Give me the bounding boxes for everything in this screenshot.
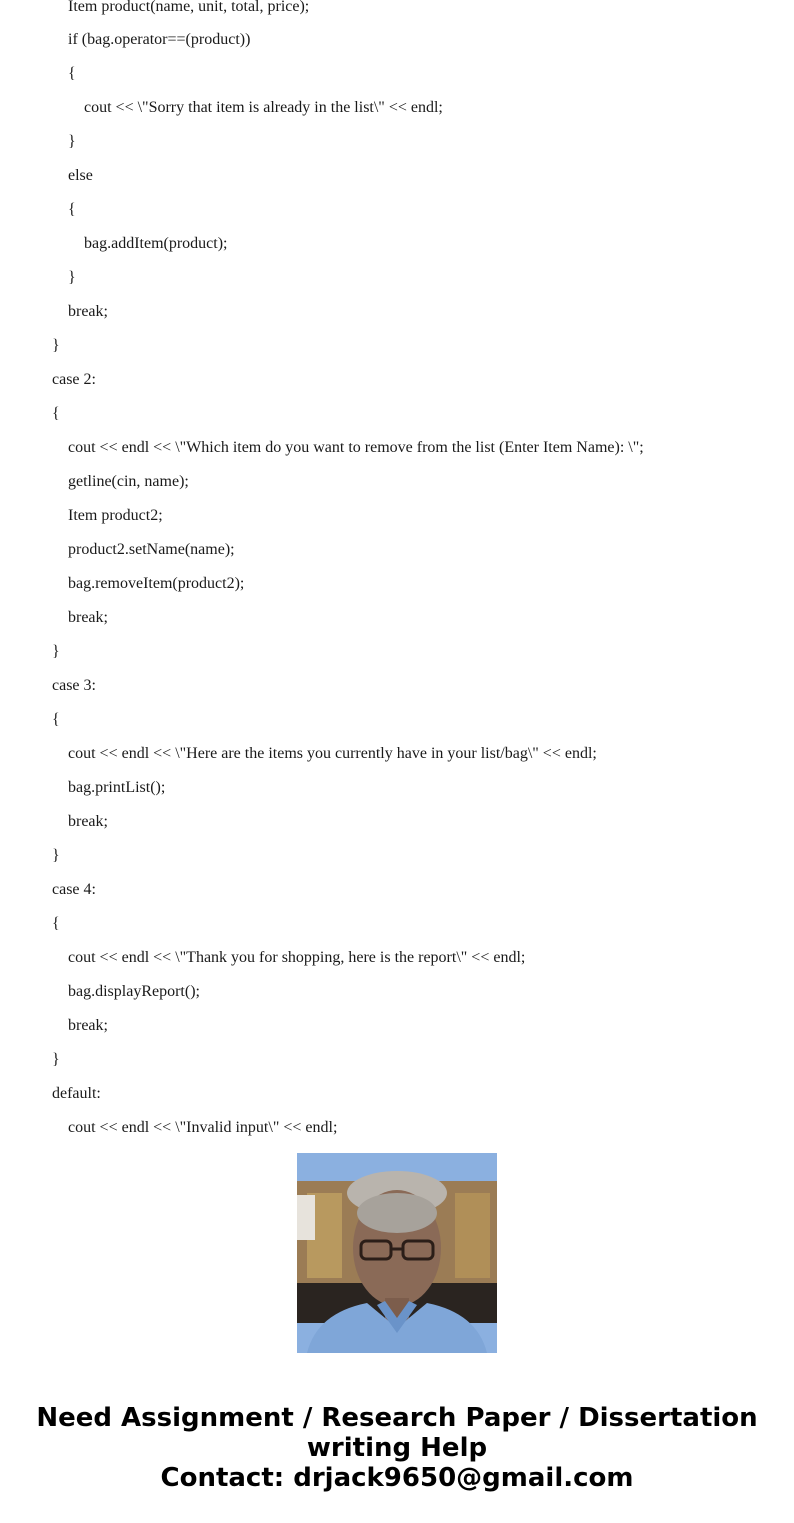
code-line: break; <box>68 609 108 626</box>
code-line: cout << endl << \"Thank you for shopping, here is the report\" << endl; <box>68 949 526 966</box>
code-line: { <box>52 915 60 932</box>
code-line: bag.addItem(product); <box>84 235 228 252</box>
code-line: case 4: <box>52 881 96 898</box>
code-line: } <box>52 847 60 864</box>
author-photo <box>297 1153 497 1353</box>
code-line: cout << \"Sorry that item is already in the list\" << endl; <box>84 99 443 116</box>
code-line: } <box>52 337 60 354</box>
code-line: } <box>52 1051 60 1068</box>
code-line: bag.removeItem(product2); <box>68 575 245 592</box>
code-line: } <box>68 269 76 286</box>
code-line: } <box>52 643 60 660</box>
promo-headline: Need Assignment / Research Paper / Dissertation <box>36 1403 758 1433</box>
code-line: default: <box>52 1085 101 1102</box>
code-line: break; <box>68 303 108 320</box>
code-line: cout << endl << \"Invalid input\" << endl; <box>68 1119 338 1136</box>
promo-subline: writing Help <box>306 1433 488 1463</box>
code-line: { <box>52 711 60 728</box>
code-line: Item product2; <box>68 507 163 524</box>
contact-email[interactable]: Contact: drjack9650@gmail.com <box>160 1463 634 1493</box>
code-line: bag.displayReport(); <box>68 983 200 1000</box>
code-line: if (bag.operator==(product)) <box>68 31 251 48</box>
code-line: product2.setName(name); <box>68 541 235 558</box>
code-line: getline(cin, name); <box>68 473 189 490</box>
code-line: case 2: <box>52 371 96 388</box>
code-line: case 3: <box>52 677 96 694</box>
code-line: cout << endl << \"Which item do you want to remove from the list (Enter Item Name): \"; <box>68 439 644 456</box>
code-line: { <box>68 65 76 82</box>
portrait-icon <box>297 1153 497 1353</box>
code-line: { <box>52 405 60 422</box>
promo-footer <box>0 1403 794 1493</box>
code-line: Item product(name, unit, total, price); <box>68 0 310 15</box>
code-line: break; <box>68 1017 108 1034</box>
code-line: } <box>68 133 76 150</box>
code-line: else <box>68 167 93 184</box>
code-line: { <box>68 201 76 218</box>
code-line: bag.printList(); <box>68 779 166 796</box>
code-line: cout << endl << \"Here are the items you currently have in your list/bag\" << endl; <box>68 745 597 762</box>
code-line: break; <box>68 813 108 830</box>
